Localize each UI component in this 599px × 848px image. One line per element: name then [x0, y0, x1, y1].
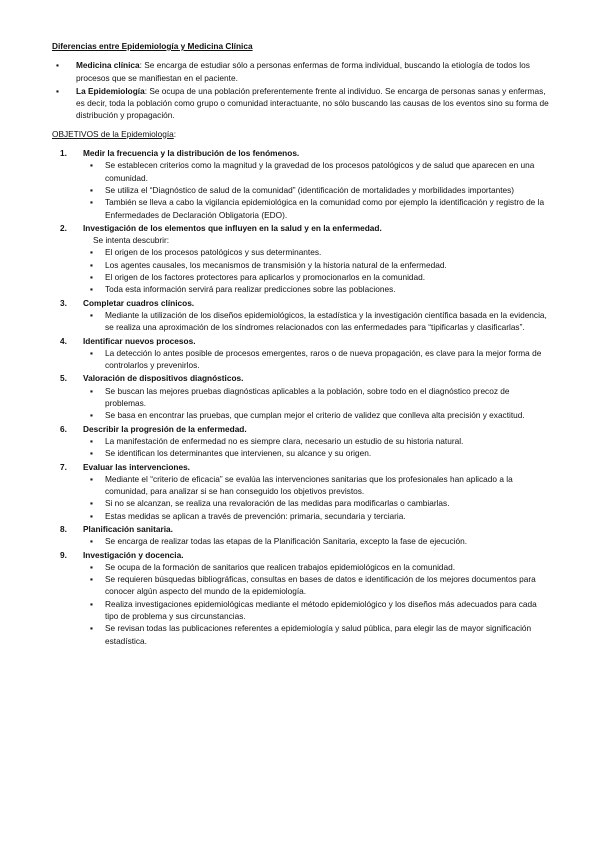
objective-item [52, 523, 552, 548]
list-item [83, 510, 552, 522]
bullet-icon: ▪ [90, 536, 93, 547]
bullet-icon: ▪ [90, 309, 93, 320]
objectives-heading [52, 128, 552, 140]
bullet-icon: ▪ [90, 184, 93, 195]
list-item-text: El origen de los factores protectores para aplicarlos y promocionarlos en la comunidad. [105, 272, 426, 283]
list-item-text: Se ocupa de la formación de sanitarios que realicen trabajos epidemiológicos en la comunidad. [105, 561, 456, 572]
objective-sublist [83, 309, 552, 334]
objective-sublist [83, 159, 552, 220]
list-item [83, 435, 552, 447]
objectives-heading-colon: : [173, 128, 177, 139]
intro-list [52, 59, 552, 121]
list-item [83, 259, 552, 271]
objective-number: 2. [60, 222, 67, 233]
list-item-text: Se utiliza el “Diagnóstico de salud de la comunidad” (identificación de mortalidades y morbilidades importantes) [105, 184, 515, 195]
list-item [83, 159, 552, 184]
objective-intro: Se intenta descubrir: [93, 235, 170, 246]
objective-sublist [83, 385, 552, 422]
bullet-icon: ▪ [90, 574, 93, 585]
objective-title: Describir la progresión de la enfermedad. [83, 423, 247, 434]
list-item-text: Se identifican los determinantes que intervienen, su alcance y su origen. [105, 448, 372, 459]
objective-sublist [83, 347, 552, 372]
intro-text: : Se ocupa de una población preferentemente frente al individuo. Se encarga de personas sanas y enfermas, es decir, toda la población como grupo o comunidad interactuante, no sólo buscando las causas de los eventos sino su forma de distribución y propagación. [76, 85, 549, 121]
bullet-icon: ▪ [90, 510, 93, 521]
objective-title: Evaluar las intervenciones. [83, 461, 190, 472]
objective-number: 8. [60, 523, 67, 534]
list-item-text: Mediante el “criterio de eficacia” se evalúa las intervenciones sanitarias que los profesionales han aplicado a la comunidad, para analizar si se han conseguido los objetivos previstos. [105, 473, 513, 497]
list-item [83, 184, 552, 196]
list-item-text: La detección lo antes posible de procesos emergentes, raros o de nueva propagación, es clave para la mejor forma de controlarlos y prevenirlos. [105, 347, 542, 371]
list-item-text: También se lleva a cabo la vigilancia epidemiológica en la comunidad como por ejemplo la identificación y registro de la Enfermedades de Declaración Obligatoria (EDO). [105, 197, 545, 220]
list-item [83, 283, 552, 295]
list-item-text: Se encarga de realizar todas las etapas de la Planificación Sanitaria, excepto la fase de ejecución. [105, 536, 468, 547]
bullet-icon: ▪ [90, 272, 93, 283]
bullet-icon: ▪ [90, 197, 93, 208]
objective-number: 5. [60, 373, 67, 384]
list-item [83, 447, 552, 459]
intro-term: Medicina clínica [76, 60, 140, 71]
list-item [83, 196, 552, 221]
intro-item [52, 85, 552, 122]
objective-title: Medir la frecuencia y la distribución de los fenómenos. [83, 148, 300, 159]
list-item-text: Se requieren búsquedas bibliográficas, consultas en bases de datos e identificación de los mejores documentos para conocer algún aspecto del mundo de la epidemiología. [105, 574, 536, 597]
objective-title: Investigación y docencia. [83, 549, 184, 560]
list-item [83, 598, 552, 623]
document-page [52, 40, 552, 648]
objective-number: 9. [60, 549, 67, 560]
intro-text: : Se encarga de estudiar sólo a personas enfermas de forma individual, buscando la etiología de todos los procesos que se manifiestan en el paciente. [76, 60, 530, 83]
objective-number: 1. [60, 148, 67, 159]
bullet-icon: ▪ [90, 259, 93, 270]
list-item-text: Se establecen criterios como la magnitud y la gravedad de los procesos patológicos y de salud que aparecen en una comunidad. [105, 160, 535, 183]
objective-title: Valoración de dispositivos diagnósticos. [83, 373, 244, 384]
objectives-list [52, 147, 552, 647]
bullet-icon: ▪ [56, 85, 59, 96]
list-item-text: Se buscan las mejores pruebas diagnósticas aplicables a la población, sobre todo en el diagnóstico precoz de problemas. [105, 385, 510, 409]
bullet-icon: ▪ [90, 435, 93, 446]
list-item [83, 246, 552, 258]
objective-sublist [83, 246, 552, 295]
list-item [83, 309, 552, 334]
objective-item [52, 423, 552, 460]
list-item [83, 561, 552, 573]
objective-title: Completar cuadros clínicos. [83, 297, 195, 308]
list-item-text: Los agentes causales, los mecanismos de transmisión y la historia natural de la enfermedad. [105, 259, 447, 270]
list-item-text: Toda esta información servirá para realizar predicciones sobre las poblaciones. [105, 284, 396, 295]
bullet-icon: ▪ [90, 623, 93, 634]
objectives-heading-text: OBJETIVOS de la Epidemiología [52, 128, 174, 139]
list-item [83, 535, 552, 547]
bullet-icon: ▪ [90, 498, 93, 509]
list-item [83, 409, 552, 421]
objective-item [52, 372, 552, 421]
list-item-text: Realiza investigaciones epidemiológicas mediante el método epidemiológico y los diseños más adecuados para cada tipo de problema y sus circunstancias. [105, 598, 537, 622]
objective-number: 4. [60, 335, 67, 346]
list-item-text: Se basa en encontrar las pruebas, que cumplan mejor el criterio de validez que conlleva alta precisión y exactitud. [105, 410, 525, 421]
objective-item [52, 222, 552, 296]
intro-item [52, 59, 552, 84]
objective-sublist [83, 473, 552, 522]
bullet-icon: ▪ [90, 561, 93, 572]
objective-number: 6. [60, 423, 67, 434]
objective-number: 7. [60, 461, 67, 472]
bullet-icon: ▪ [90, 410, 93, 421]
list-item [83, 573, 552, 598]
bullet-icon: ▪ [90, 448, 93, 459]
bullet-icon: ▪ [90, 473, 93, 484]
objective-item [52, 147, 552, 221]
page-title: Diferencias entre Epidemiología y Medicina Clínica [52, 41, 253, 51]
bullet-icon: ▪ [56, 60, 59, 71]
intro-term: La Epidemiología [76, 85, 145, 96]
list-item [83, 473, 552, 498]
objective-sublist [83, 535, 552, 547]
list-item-text: Si no se alcanzan, se realiza una revaloración de las medidas para modificarlas o cambiarlas. [105, 498, 450, 509]
bullet-icon: ▪ [90, 284, 93, 295]
bullet-icon: ▪ [90, 385, 93, 396]
objective-item [52, 549, 552, 647]
objective-item [52, 297, 552, 334]
list-item-text: Mediante la utilización de los diseños epidemiológicos, la estadística y la investigación científica basada en la evidencia, se realiza una aproximación de los síndromes relacionados con las enfermedades para “tipificarlas y clasificarlas”. [105, 309, 547, 333]
list-item [83, 385, 552, 410]
bullet-icon: ▪ [90, 598, 93, 609]
objective-title: Identificar nuevos procesos. [83, 335, 196, 346]
bullet-icon: ▪ [90, 160, 93, 171]
objective-item [52, 461, 552, 522]
list-item [83, 622, 552, 647]
objective-sublist [83, 561, 552, 647]
list-item [83, 347, 552, 372]
bullet-icon: ▪ [90, 247, 93, 258]
list-item-text: Se revisan todas las publicaciones referentes a epidemiología y salud pública, para elegir las de mayor significación estadística. [105, 623, 532, 646]
list-item-text: El origen de los procesos patológicos y sus determinantes. [105, 247, 322, 258]
list-item [83, 497, 552, 509]
objective-title: Investigación de los elementos que influyen en la salud y en la enfermedad. [83, 222, 382, 233]
objective-number: 3. [60, 297, 67, 308]
objective-title: Planificación sanitaria. [83, 523, 173, 534]
objective-item [52, 335, 552, 372]
objective-sublist [83, 435, 552, 460]
list-item-text: La manifestación de enfermedad no es siempre clara, necesario un estudio de su historia natural. [105, 435, 464, 446]
list-item [83, 271, 552, 283]
bullet-icon: ▪ [90, 347, 93, 358]
list-item-text: Estas medidas se aplican a través de prevención: primaria, secundaria y terciaria. [105, 510, 406, 521]
